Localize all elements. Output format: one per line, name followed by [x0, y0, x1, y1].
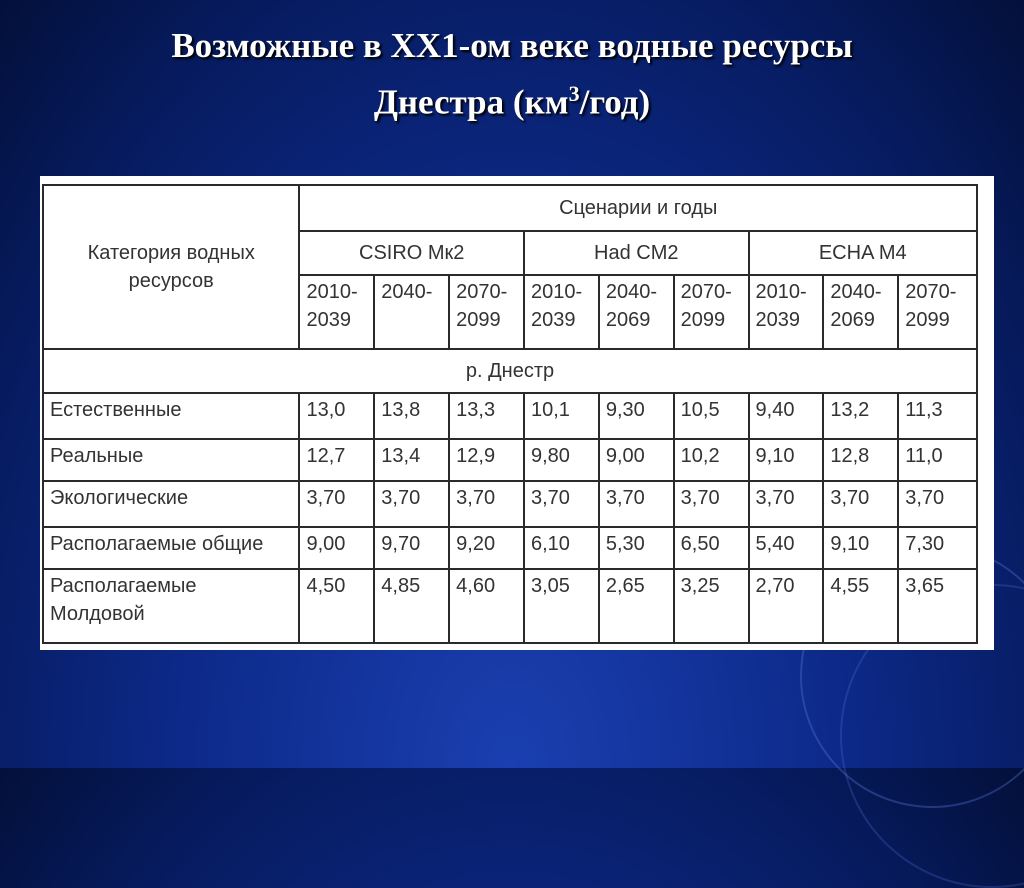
value-cell: 10,1	[524, 393, 599, 439]
value-cell: 4,60	[449, 569, 524, 643]
table-row	[43, 527, 977, 569]
value-cell: 9,00	[599, 439, 674, 481]
value-cell: 4,55	[823, 569, 898, 643]
table-row	[43, 393, 977, 439]
value-cell: 13,8	[374, 393, 449, 439]
value-cell: 3,65	[898, 569, 977, 643]
value-cell: 9,80	[524, 439, 599, 481]
value-cell: 2,65	[599, 569, 674, 643]
title-line-2-text: Днестра (км	[373, 82, 569, 122]
value-cell: 2,70	[749, 569, 824, 643]
period-header: 2070- 2099	[449, 275, 524, 349]
value-cell: 13,3	[449, 393, 524, 439]
value-cell: 6,50	[674, 527, 749, 569]
category-header: Категория водных ресурсов	[43, 185, 299, 349]
row-label: Естественные	[43, 393, 299, 439]
value-cell: 3,70	[823, 481, 898, 527]
value-cell: 3,70	[599, 481, 674, 527]
value-cell: 5,40	[749, 527, 824, 569]
period-header: 2010- 2039	[749, 275, 824, 349]
row-label: Располагаемые общие	[43, 527, 299, 569]
value-cell: 9,70	[374, 527, 449, 569]
period-header: 2070- 2099	[674, 275, 749, 349]
value-cell: 13,2	[823, 393, 898, 439]
value-cell: 9,00	[299, 527, 374, 569]
value-cell: 13,0	[299, 393, 374, 439]
value-cell: 12,7	[299, 439, 374, 481]
value-cell: 3,05	[524, 569, 599, 643]
period-header: 2070- 2099	[898, 275, 977, 349]
river-label: р. Днестр	[43, 349, 977, 393]
value-cell: 11,3	[898, 393, 977, 439]
value-cell: 9,30	[599, 393, 674, 439]
period-header: 2010- 2039	[524, 275, 599, 349]
value-cell: 3,70	[374, 481, 449, 527]
period-header: 2040- 2069	[823, 275, 898, 349]
value-cell: 11,0	[898, 439, 977, 481]
water-resources-table	[42, 184, 978, 644]
value-cell: 4,85	[374, 569, 449, 643]
model-header: Had CM2	[524, 231, 749, 275]
value-cell: 7,30	[898, 527, 977, 569]
value-cell: 10,5	[674, 393, 749, 439]
table-image	[40, 176, 994, 650]
value-cell: 3,70	[749, 481, 824, 527]
value-cell: 9,10	[749, 439, 824, 481]
table-row	[43, 481, 977, 527]
title-line-1: Возможные в XX1-ом веке водные ресурсы	[171, 26, 853, 65]
table-row	[43, 569, 977, 643]
period-header: 2040-	[374, 275, 449, 349]
value-cell: 13,4	[374, 439, 449, 481]
value-cell: 10,2	[674, 439, 749, 481]
value-cell: 12,9	[449, 439, 524, 481]
value-cell: 9,20	[449, 527, 524, 569]
period-header: 2010- 2039	[299, 275, 374, 349]
scenarios-header: Сценарии и годы	[299, 185, 977, 231]
value-cell: 3,70	[524, 481, 599, 527]
title-line-2	[0, 70, 1024, 127]
model-header: CSIRO Мк2	[299, 231, 524, 275]
value-cell: 3,25	[674, 569, 749, 643]
value-cell: 12,8	[823, 439, 898, 481]
value-cell: 3,70	[898, 481, 977, 527]
value-cell: 9,40	[749, 393, 824, 439]
title-superscript: 3	[568, 81, 580, 106]
row-label: Экологические	[43, 481, 299, 527]
value-cell: 9,10	[823, 527, 898, 569]
table-row	[43, 439, 977, 481]
value-cell: 5,30	[599, 527, 674, 569]
value-cell: 3,70	[674, 481, 749, 527]
value-cell: 3,70	[299, 481, 374, 527]
title-line-2-end: /год)	[579, 82, 651, 122]
value-cell: 6,10	[524, 527, 599, 569]
value-cell: 4,50	[299, 569, 374, 643]
slide-title	[0, 22, 1024, 127]
row-label: Реальные	[43, 439, 299, 481]
period-header: 2040- 2069	[599, 275, 674, 349]
model-header: ECHA M4	[749, 231, 977, 275]
row-label: Располагаемые Молдовой	[43, 569, 299, 643]
value-cell: 3,70	[449, 481, 524, 527]
